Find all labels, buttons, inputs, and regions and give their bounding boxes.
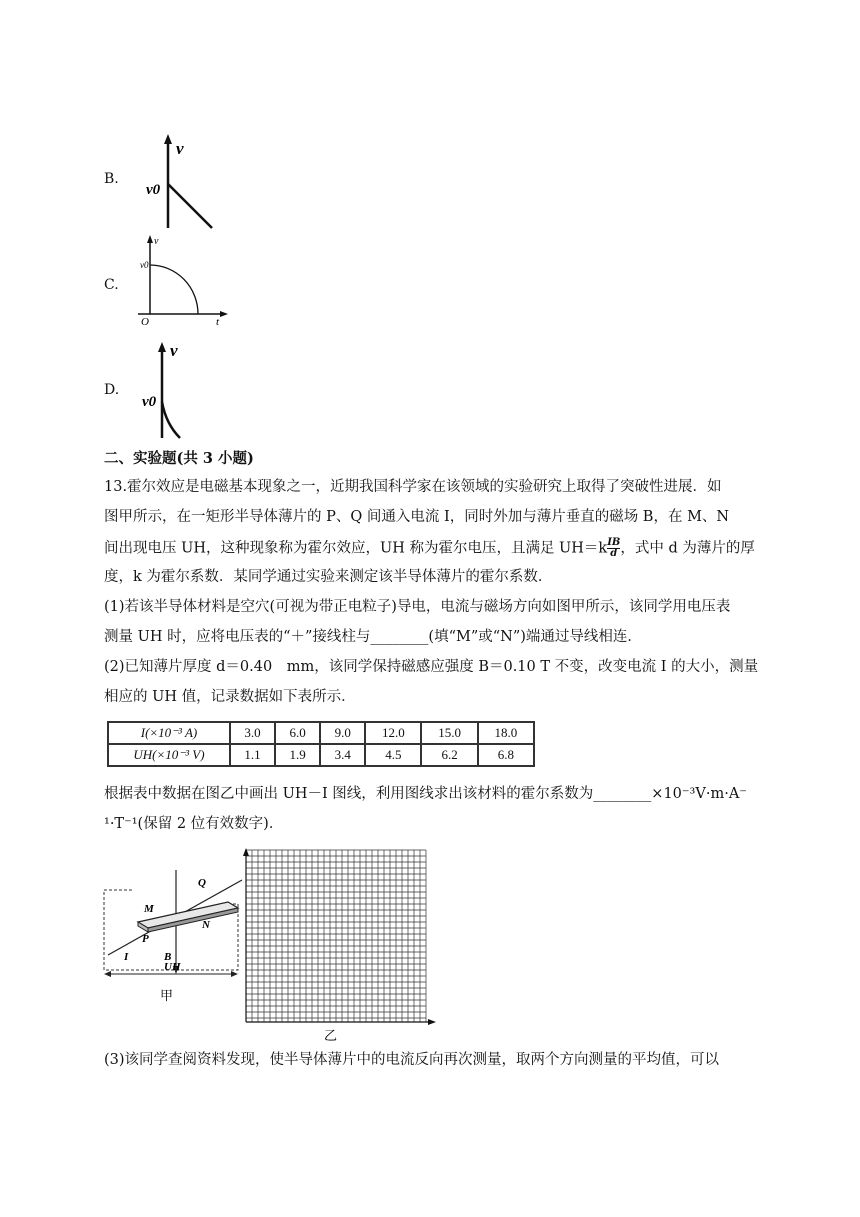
v-axis-label: v <box>154 236 159 247</box>
figure-yi-grid <box>240 848 440 1044</box>
q13-part2-line1: (2)已知薄片厚度 d＝0.40 mm，该同学保持磁感应强度 B＝0.10 T 不变，改变电流 I 的大小，测量 <box>104 659 759 675</box>
q13-line3 <box>104 538 755 559</box>
v-axis-label: v <box>176 139 184 158</box>
option-d-letter: D. <box>104 382 120 398</box>
table-row <box>108 744 534 766</box>
option-d-graph <box>140 340 210 440</box>
graph-paper-grid <box>246 850 426 1022</box>
label-q: Q <box>198 877 206 889</box>
table-cell: 18.0 <box>478 722 534 744</box>
table-cell: 12.0 <box>365 722 421 744</box>
label-uh: UH <box>164 961 181 973</box>
v-axis-label: v <box>170 341 178 360</box>
table-header-current: I(×10⁻³ A) <box>108 722 230 744</box>
figure-jia <box>98 850 244 1015</box>
table-row <box>108 722 534 744</box>
section-title: 二、实验题(共 3 小题) <box>104 450 254 467</box>
q13-after-table-line2: ¹·T⁻¹(保留 2 位有效数字)． <box>104 816 284 832</box>
q13-part3-line1: (3)该同学查阅资料发现，使半导体薄片中的电流反向再次测量，取两个方向测量的平均值，可以 <box>104 1052 720 1068</box>
caption-jia: 甲 <box>160 988 174 1003</box>
origin-label: O <box>141 316 149 328</box>
label-m: M <box>144 903 154 915</box>
q13-line3-start: 间出现电压 UH，这种现象称为霍尔效应，UH 称为霍尔电压，且满足 UH＝k <box>104 540 608 557</box>
label-p: P <box>142 933 149 945</box>
table-cell: 15.0 <box>421 722 477 744</box>
table-header-voltage: UH(×10⁻³ V) <box>108 744 230 766</box>
table-cell: 1.1 <box>230 744 275 766</box>
q13-part2-line2: 相应的 UH 值，记录数据如下表所示． <box>104 689 356 705</box>
option-c-graph <box>134 232 234 328</box>
label-b: B <box>164 951 172 963</box>
data-table <box>107 721 535 767</box>
q13-part1-line2: 测量 UH 时，应将电压表的“＋”接线柱与________(填“M”或“N”)端通过导线相连． <box>104 629 642 645</box>
caption-yi: 乙 <box>324 1028 338 1043</box>
q13-part1-line1: (1)若该半导体材料是空穴(可视为带正电粒子)导电，电流与磁场方向如图甲所示，该同学用电压表 <box>104 599 731 615</box>
table-cell: 3.4 <box>320 744 365 766</box>
table-cell: 6.0 <box>275 722 320 744</box>
label-n: N <box>202 919 210 931</box>
v0-label: v0 <box>142 394 157 410</box>
option-b-graph <box>140 132 220 230</box>
v0-label: v0 <box>140 260 149 270</box>
table-cell: 1.9 <box>275 744 320 766</box>
v0-label: v0 <box>146 182 161 198</box>
q13-line1: 13.霍尔效应是电磁基本现象之一，近期我国科学家在该领域的实验研究上取得了突破性进展．如 <box>104 479 722 495</box>
q13-after-table-line1: 根据表中数据在图乙中画出 UH－I 图线，利用图线求出该材料的霍尔系数为________×10⁻³V·m·A⁻ <box>104 786 747 802</box>
t-axis-label: t <box>216 316 220 328</box>
table-cell: 9.0 <box>320 722 365 744</box>
label-i: I <box>124 951 129 963</box>
table-cell: 3.0 <box>230 722 275 744</box>
table-cell: 6.2 <box>421 744 477 766</box>
q13-line4: 度，k 为霍尔系数．某同学通过实验来测定该半导体薄片的霍尔系数． <box>104 569 553 585</box>
option-b-letter: B. <box>104 171 119 187</box>
table-cell: 4.5 <box>365 744 421 766</box>
q13-line3-end: ，式中 d 为薄片的厚 <box>620 540 755 557</box>
option-c-letter: C. <box>104 277 119 293</box>
table-cell: 6.8 <box>478 744 534 766</box>
hall-formula-fraction: $\frac{IB}{d}$ <box>607 537 621 559</box>
q13-line2: 图甲所示，在一矩形半导体薄片的 P、Q 间通入电流 I，同时外加与薄片垂直的磁场 B，在 M、N <box>104 509 730 525</box>
